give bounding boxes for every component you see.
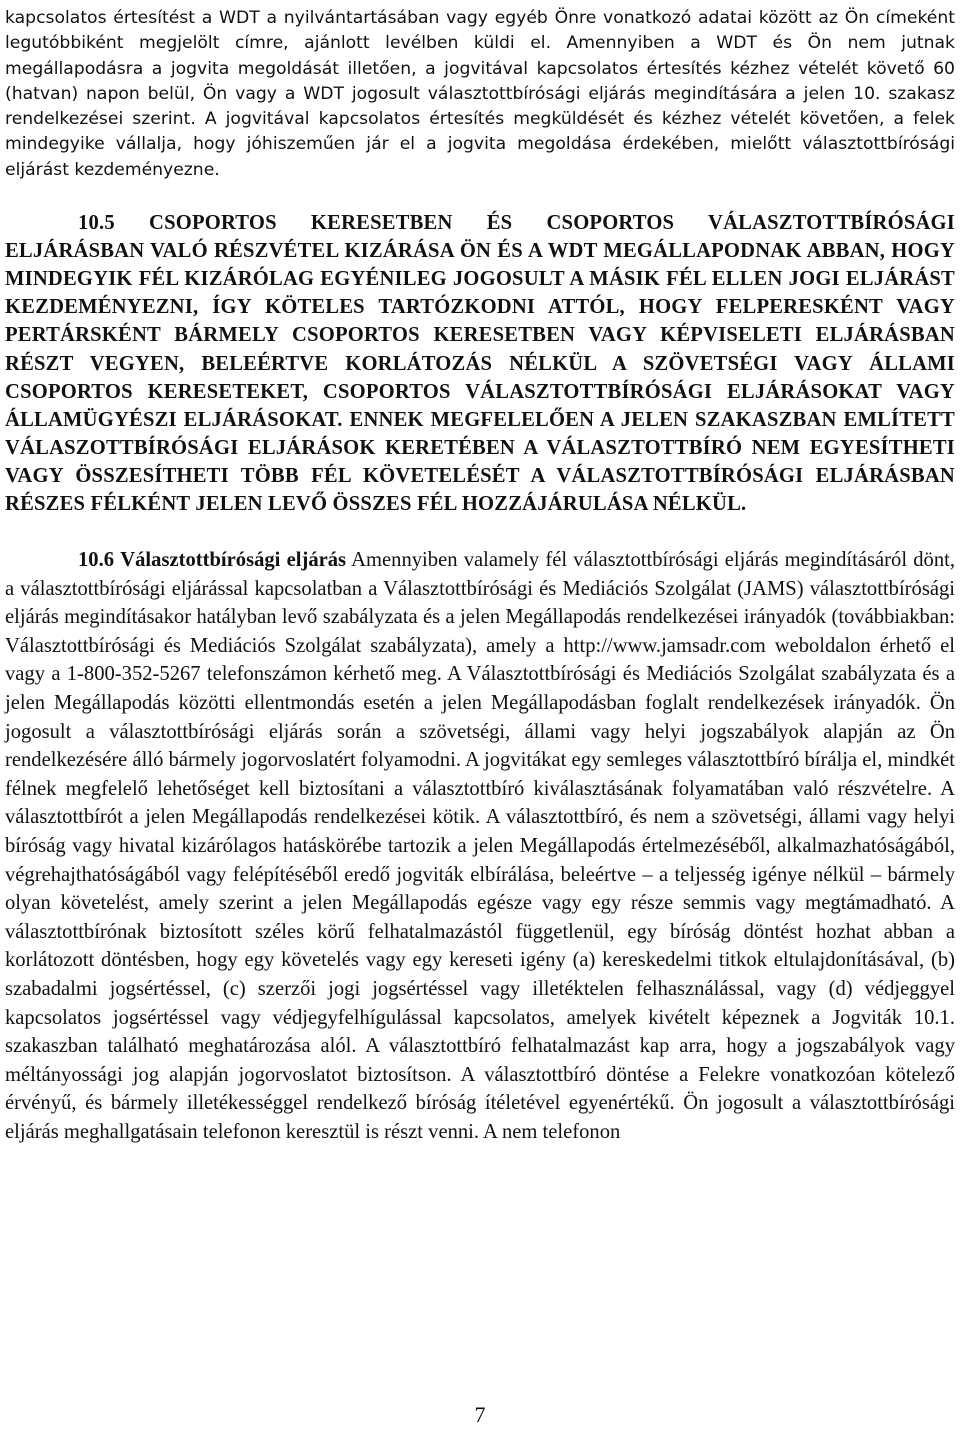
document-page — [5, 0, 955, 1147]
section-10-6 — [5, 546, 955, 1146]
section-text: Amennyiben valamely fél választottbírósági eljárás megindításáról dönt, a választottbírósági eljárással kapcsolatban a Választottbírósági és Mediációs Szolgálat (JAMS) választottbírósági eljárás megindításakor hatályban levő szabályzata és a jelen Megállapodás rendelkezései irányadók (továbbiakban: Választottbírósági és Mediációs Szolgálat szabályzata), amely a http://www.jamsadr.com weboldalon érhető el vagy a 1-800-352-5267 telefonszámon kérhető meg. A Választottbírósági és Mediációs Szolgálat szabályzata és a jelen Megállapodás közötti ellentmondás esetén a jelen Megállapodásban foglalt rendelkezések irányadók. Ön jogosult a választottbírósági eljárás során a szövetségi, állami vagy helyi jogszabályok alapján az Ön rendelkezésére álló bármely jogorvoslatért folyamodni. A jogvitákat egy semleges választottbíró bírálja el, mindkét félnek megfelelő lehetőséget kell biztosítani a választottbíró kiválasztásának folyamatában való részvételre. A választottbírót a jelen Megállapodás rendelkezései kötik. A választottbíró, és nem a szövetségi, állami vagy helyi bíróság vagy hivatal kizárólagos hatáskörébe tartozik a jelen Megállapodás értelmezéséből, alkalmazhatóságából, végrehajthatóságából vagy felépítéséből eredő jogviták elbírálása, beleértve – a teljesség igénye nélkül – bármely olyan követelést, amely szerint a jelen Megállapodás egésze vagy egy része semmis vagy megtámadható. A választottbírónak biztosított széles körű felhatalmazástól függetlenül, egy bíróság döntést hozhat abban a korlátozott döntésben, hogy egy követelés vagy egy kereseti igény (a) kereskedelmi titkok eltulajdonításával, (b) szabadalmi jogsértéssel, (c) szerzői jogi jogsértéssel vagy illetéktelen felhasználással, vagy (d) védjeggyel kapcsolatos jogsértéssel vagy védjegyfelhígulással kapcsolatos, amelyek kivételt képeznek a Jogviták 10.1. szakaszban található meghatározása alól. A választottbíró felhatalmazást kap arra, hogy a jogszabályok vagy méltányossági jog alapján jogorvoslatot biztosítson. A választottbíró döntése a Felekre vonatkozóan kötelező érvényű, és bármely illetékességgel rendelkező bíróság ítéletével egyenértékű. Ön jogosult a választottbírósági eljárás meghallgatásain telefonon keresztül is részt venni. A nem telefonon — [5, 549, 956, 1143]
paragraph-intro: kapcsolatos értesítést a WDT a nyilvántartásában vagy egyéb Önre vonatkozó adatai között az Ön címeként legutóbbiként megjelölt címre, ajánlott levélben küldi el. Amennyiben a WDT és Ön nem jutnak megállapodásra a jogvita megoldását illetően, a jogvitával kapcsolatos értesítés kézhez vételét követő 60 (hatvan) napon belül, Ön vagy a WDT jogosult választottbírósági eljárás megindítására a jelen 10. szakasz rendelkezései szerint. A jogvitával kapcsolatos értesítés megküldését és kézhez vételét követően, a felek mindegyike vállalja, hogy jóhiszeműen jár el a jogvita megoldása érdekében, mielőtt választottbírósági eljárást kezdeményezne. — [5, 8, 955, 180]
section-10-5 — [5, 209, 955, 518]
section-number: 10.5 — [78, 212, 115, 235]
section-number: 10.6 — [78, 549, 115, 572]
page-number: 7 — [474, 1402, 486, 1427]
section-text: CSOPORTOS KERESETBEN ÉS CSOPORTOS VÁLASZTOTTBÍRÓSÁGI ELJÁRÁSBAN VALÓ RÉSZVÉTEL KIZÁRÁSA ÖN ÉS A WDT MEGÁLLAPODNAK ABBAN, HOGY MINDEGYIK FÉL KIZÁRÓLAG EGYÉNILEG JOGOSULT A MÁSIK FÉL ELLEN JOGI ELJÁRÁST KEZDEMÉNYEZNI, ÍGY KÖTELES TARTÓZKODNI ATTÓL, HOGY FELPERESKÉNT VAGY PERTÁRSKÉNT BÁRMELY CSOPORTOS KERESETBEN VAGY KÉPVISELETI ELJÁRÁSBAN RÉSZT VEGYEN, BELEÉRTVE KORLÁTOZÁS NÉLKÜL A SZÖVETSÉGI VAGY ÁLLAMI CSOPORTOS KERESETEKET, CSOPORTOS VÁLASZTOTTBÍRÓSÁGI ELJÁRÁSOKAT VAGY ÁLLAMÜGYÉSZI ELJÁRÁSOKAT. ENNEK MEGFELELŐEN A JELEN SZAKASZBAN EMLÍTETT VÁLASZOTTBÍRÓSÁGI ELJÁRÁSOK KERETÉBEN A VÁLASZTOTTBÍRÓ NEM EGYESÍTHETI VAGY ÖSSZESÍTHETI TÖBB FÉL KÖVETELÉSÉT A VÁLASZTOTTBÍRÓSÁGI ELJÁRÁSBAN RÉSZES FÉLKÉNT JELEN LEVŐ ÖSSZES FÉL HOZZÁJÁRULÁSA NÉLKÜL. — [5, 212, 955, 516]
section-heading: Választottbírósági eljárás — [120, 549, 347, 572]
